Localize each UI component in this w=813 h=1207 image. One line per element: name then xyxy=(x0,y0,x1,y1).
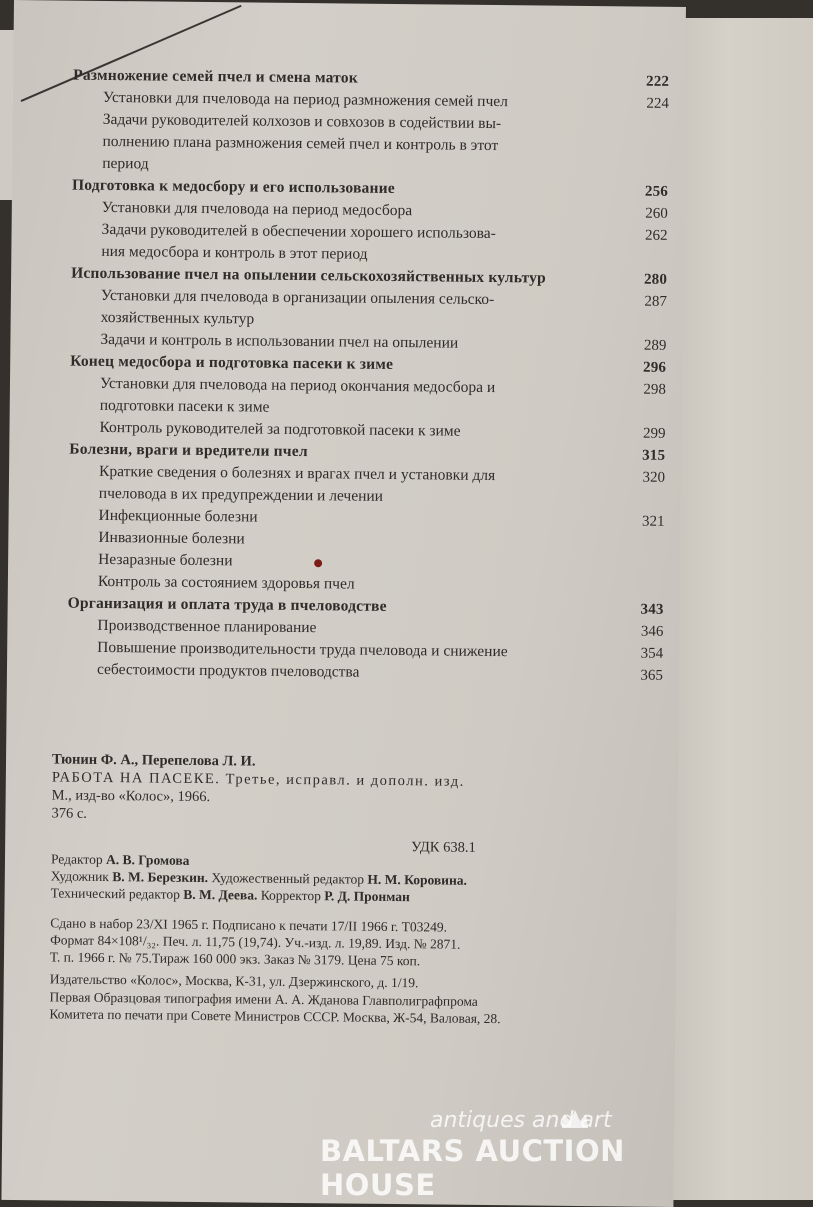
toc-entry-text: Контроль за состоянием здоровья пчел xyxy=(97,572,355,593)
publisher-line-2: Первая Образцовая типография имени А. А. Жданова Главполиграфпрома xyxy=(49,988,478,1009)
authors: Тюнин Ф. А., Перепелова Л. И. xyxy=(51,751,256,770)
toc-entry-text: Размножение семей пчел и смена маток xyxy=(73,66,358,87)
editor-line: Редактор А. В. Громова xyxy=(50,851,190,868)
toc-entry-text: Установки для пчеловода на период медосбора xyxy=(101,198,413,220)
artist-line: Художник В. М. Березкин. Художественный редактор Н. М. Коровина. xyxy=(50,868,467,888)
toc-entry-text: полнению плана размножения семей пчел и контроль в этот xyxy=(102,132,499,155)
toc-entry-text: Производственное планирование xyxy=(97,616,317,637)
toc-page-number: 299 xyxy=(642,425,666,442)
book-page xyxy=(1,0,686,1207)
toc-entry-text: Установки для пчеловода в организации опыления сельско- xyxy=(100,286,495,309)
toc-page-number: 346 xyxy=(640,623,664,640)
print-line-3: Т. п. 1966 г. № 75.Тираж 160 000 экз. Заказ № 3179. Цена 75 коп. xyxy=(49,949,421,969)
toc-entry-text: Инфекционные болезни xyxy=(98,506,258,526)
toc-page-number: 289 xyxy=(643,337,667,354)
table-of-contents xyxy=(67,65,670,687)
auction-watermark xyxy=(320,1108,740,1202)
book-title: РАБОТА НА ПАСЕКЕ. Третье, исправл. и дополн. изд. xyxy=(51,769,465,790)
print-line-1: Сдано в набор 23/XI 1965 г. Подписано к печати 17/II 1966 г. Т03249. xyxy=(50,915,448,935)
toc-entry-text: Болезни, враги и вредители пчел xyxy=(69,440,308,461)
background-right xyxy=(672,18,813,1200)
toc-entry-text: Конец медосбора и подготовка пасеки к зиме xyxy=(70,352,394,373)
toc-entry-text: Задачи и контроль в использовании пчел на опылении xyxy=(100,330,459,352)
page-count: 376 с. xyxy=(51,805,88,822)
print-line-2: Формат 84×108¹/₃₂. Печ. л. 11,75 (19,74). Уч.-изд. л. 19,89. Изд. № 2871. xyxy=(50,932,461,952)
tech-editor-line: Технический редактор В. М. Деева. Корректор Р. Д. Пронман xyxy=(50,885,410,905)
toc-entry-text: Организация и оплата труда в пчеловодстве xyxy=(67,594,387,615)
toc-entry-text: себестоимости продуктов пчеловодства xyxy=(96,660,360,681)
toc-page-number: 287 xyxy=(644,293,667,310)
publisher-line-3: Комитета по печати при Совете Министров СССР. Москва, Ж-54, Валовая, 28. xyxy=(49,1006,501,1027)
watermark-name: BALTARS AUCTION HOUSE xyxy=(320,1134,625,1202)
toc-entry-text: Подготовка к медосбору и его использование xyxy=(71,176,395,197)
toc-entry-text: Установки для пчеловода на период размножения семей пчел xyxy=(102,88,509,111)
toc-page-number: 321 xyxy=(641,513,665,530)
toc-entry-text: пчеловода в их предупреждении и лечении xyxy=(98,484,384,505)
toc-entry-text: Инвазионные болезни xyxy=(98,528,245,548)
toc-entry-text: Незаразные болезни xyxy=(98,550,233,570)
credits xyxy=(51,850,691,908)
toc-entry-text: Краткие сведения о болезнях и врагах пчел и установки для xyxy=(98,462,496,485)
toc-page-number: 298 xyxy=(643,381,667,398)
imprint: М., изд-во «Колос», 1966. xyxy=(51,787,211,806)
toc-page-number: 260 xyxy=(645,205,668,222)
toc-entry-text: Использование пчел на опылении сельскохозяйственных культур xyxy=(71,264,547,287)
toc-page-number: 280 xyxy=(643,271,668,288)
toc-entry-text: Контроль руководителей за подготовкой пасеки к зиме xyxy=(99,418,461,440)
toc-page-number: 315 xyxy=(642,447,666,464)
print-details xyxy=(50,914,690,972)
publisher-line-1: Издательство «Колос», Москва, К-31, ул. Дзержинского, д. 1/19. xyxy=(49,971,419,991)
toc-entry-text: Установки для пчеловода на период окончания медосбора и xyxy=(99,374,496,397)
toc-page-number: 256 xyxy=(644,183,669,200)
udk-code: УДК 638.1 xyxy=(411,839,476,856)
publisher-info xyxy=(49,970,690,1029)
toc-entry-text: Задачи руководителей колхозов и совхозов в содействии вы- xyxy=(102,110,502,133)
toc-page-number: 354 xyxy=(640,645,664,662)
toc-entry-text: ния медосбора и контроль в этот период xyxy=(101,242,368,263)
toc-entry-text: хозяйственных культур xyxy=(100,308,255,328)
toc-entry-text: Задачи руководителей в обеспечении хорошего использова- xyxy=(101,220,496,243)
toc-page-number: 262 xyxy=(644,227,668,244)
toc-page-number: 222 xyxy=(645,73,670,90)
toc-entry-text: подготовки пасеки к зиме xyxy=(99,396,270,416)
watermark-tagline: antiques and art xyxy=(430,1108,612,1133)
toc-page-number: 296 xyxy=(642,359,667,376)
toc-page-number: 343 xyxy=(640,601,664,618)
toc-entry-text: Повышение производительности труда пчеловода и снижение xyxy=(97,638,508,661)
bibliographic-record xyxy=(51,750,672,856)
toc-page-number: 320 xyxy=(642,469,666,486)
toc-page-number: 365 xyxy=(640,667,664,684)
toc-page-number: 224 xyxy=(646,95,670,112)
toc-entry-text: период xyxy=(102,154,149,173)
